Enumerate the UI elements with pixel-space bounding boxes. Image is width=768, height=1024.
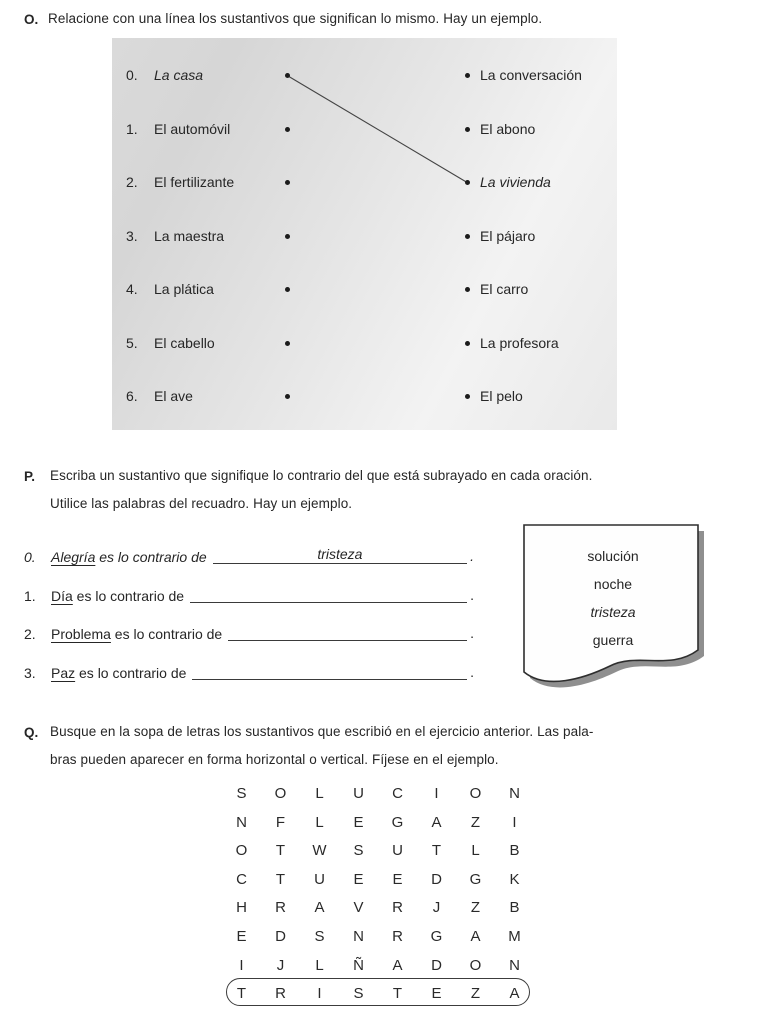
word-box-word: noche: [593, 576, 633, 592]
matching-row: [112, 65, 617, 86]
sentence-period: .: [470, 663, 474, 680]
grid-letter: G: [391, 813, 404, 831]
grid-row: [222, 979, 534, 1008]
matching-right-term: La conversación: [480, 67, 582, 83]
grid-letter: I: [434, 785, 439, 802]
grid-letter: E: [353, 870, 364, 888]
grid-row: [222, 865, 534, 894]
p-item-sentence: [51, 588, 184, 605]
matching-row: [112, 279, 617, 300]
connector-dot-left: [285, 234, 290, 239]
connector-dot-right: [465, 127, 470, 132]
grid-letter: E: [431, 985, 442, 1003]
grid-letter: A: [392, 956, 403, 974]
exercise-p-label: P.: [24, 469, 36, 484]
grid-letter: I: [512, 813, 517, 831]
grid-letter: T: [431, 842, 442, 860]
sentence-period: .: [470, 625, 474, 641]
grid-letter: J: [276, 956, 285, 974]
matching-row: [112, 226, 617, 247]
matching-item-number: 0.: [126, 67, 138, 83]
connector-dot-left: [285, 341, 290, 346]
exercise-p-instruction: [50, 462, 750, 518]
p-item-sentence: [51, 549, 207, 566]
p-item-row: [24, 623, 474, 643]
matching-row: [112, 333, 617, 354]
grid-letter: A: [431, 813, 442, 831]
grid-letter: I: [317, 985, 322, 1003]
grid-row: [222, 808, 534, 837]
grid-letter: G: [430, 928, 443, 945]
grid-letter: Z: [470, 899, 481, 917]
exercise-q-instruction: [50, 718, 750, 774]
grid-letter: B: [509, 899, 520, 917]
grid-letter: N: [353, 928, 364, 945]
grid-letter: S: [353, 842, 364, 860]
matching-row: [112, 172, 617, 193]
sentence-period: .: [470, 586, 474, 603]
grid-letter: A: [470, 928, 481, 945]
grid-letter: H: [236, 899, 247, 917]
word-box-word: tristeza: [590, 604, 636, 620]
grid-letter: D: [431, 956, 442, 974]
grid-letter: L: [315, 956, 324, 974]
grid-letter: L: [471, 842, 480, 860]
word-box: [520, 522, 712, 704]
exercise-o-instruction: Relacione con una línea los sustantivos que significan lo mismo. Hay un ejemplo.: [48, 11, 543, 26]
matching-row: [112, 119, 617, 140]
grid-letter: L: [315, 813, 324, 831]
grid-letter: D: [275, 928, 286, 945]
word-box-word: guerra: [592, 632, 634, 648]
matching-item-number: 4.: [126, 281, 138, 297]
connector-dot-right: [465, 234, 470, 239]
grid-letter: R: [275, 899, 286, 917]
matching-item-number: 5.: [126, 334, 138, 351]
connector-dot-right: [465, 341, 470, 346]
grid-letter: Z: [470, 985, 481, 1003]
matching-item-number: 1.: [126, 120, 138, 137]
grid-letter: A: [314, 899, 325, 917]
grid-letter: U: [353, 785, 364, 802]
matching-left-term: El automóvil: [154, 120, 231, 137]
p-underlined-word: Día: [51, 587, 73, 604]
grid-letter: C: [392, 785, 403, 802]
connector-dot-right: [465, 73, 470, 78]
connector-dot-right: [465, 287, 470, 292]
grid-letter: J: [432, 899, 441, 917]
grid-letter: T: [392, 985, 403, 1003]
exercise-o-label: O.: [24, 12, 39, 27]
p-item-sentence: [51, 626, 222, 643]
connector-dot-right: [465, 394, 470, 399]
grid-row: [222, 779, 534, 808]
grid-letter: Z: [470, 813, 481, 831]
grid-row: [222, 836, 534, 865]
grid-letter: O: [469, 956, 482, 974]
example-answer: tristeza: [317, 546, 363, 562]
grid-letter: I: [239, 956, 244, 974]
p-sentence-rest: es lo contrario de: [110, 626, 223, 642]
exercise-q-instruction-line1: Busque en la sopa de letras los sustantivos que escribió en el ejercicio anterior. Las pala-: [50, 724, 594, 739]
grid-letter: Ñ: [353, 956, 364, 974]
matching-right-term: La vivienda: [480, 174, 551, 190]
grid-letter: G: [469, 870, 482, 888]
fill-in-blank: [228, 624, 467, 641]
grid-letter: D: [431, 870, 442, 888]
grid-letter: E: [236, 928, 247, 945]
connector-dot-left: [285, 394, 290, 399]
fill-in-blank: [190, 586, 467, 603]
grid-letter: R: [392, 899, 403, 917]
matching-item-number: 6.: [126, 388, 138, 404]
grid-letter: R: [392, 928, 403, 945]
p-item-row: [24, 585, 474, 605]
matching-item-number: 3.: [126, 227, 138, 244]
exercise-q-instruction-line2: bras pueden aparecer en forma horizontal o vertical. Fíjese en el ejemplo.: [50, 752, 499, 767]
grid-letter: F: [275, 813, 286, 831]
matching-right-term: El abono: [480, 120, 536, 137]
p-underlined-word: Alegría: [51, 549, 96, 565]
p-item-row: [24, 546, 474, 566]
matching-left-term: La maestra: [154, 227, 225, 244]
grid-letter: C: [236, 870, 247, 888]
p-item-sentence: [51, 665, 186, 682]
p-underlined-word: Paz: [51, 664, 76, 681]
matching-left-term: El cabello: [154, 334, 215, 351]
matching-left-term: La plática: [154, 281, 214, 297]
matching-right-term: El pájaro: [480, 227, 536, 244]
grid-letter: T: [275, 870, 286, 888]
exercise-p-instruction-line1: Escriba un sustantivo que signifique lo contrario del que está subrayado en cada oración.: [50, 468, 593, 483]
connector-dot-left: [285, 180, 290, 185]
grid-letter: W: [312, 842, 327, 860]
grid-letter: U: [314, 870, 325, 888]
grid-row: [222, 922, 534, 951]
p-item-number: 0.: [24, 549, 36, 565]
word-box-word: solución: [587, 548, 639, 564]
grid-letter: N: [236, 813, 247, 831]
grid-letter: V: [353, 899, 364, 917]
grid-letter: S: [353, 985, 364, 1003]
matching-item-number: 2.: [126, 174, 138, 190]
matching-left-term: La casa: [154, 67, 204, 83]
fill-in-blank: [213, 547, 467, 564]
grid-letter: A: [509, 985, 520, 1003]
grid-letter: T: [236, 985, 247, 1003]
grid-letter: S: [314, 928, 325, 945]
p-item-number: 3.: [24, 664, 36, 681]
exercise-q-label: Q.: [24, 725, 39, 740]
p-sentence-rest: es lo contrario de: [95, 549, 207, 565]
grid-letter: E: [392, 870, 403, 888]
matching-row: [112, 386, 617, 407]
matching-panel: [112, 38, 617, 430]
grid-letter: B: [509, 842, 520, 860]
p-sentence-rest: es lo contrario de: [72, 587, 185, 604]
word-search-grid: [222, 779, 534, 1009]
connector-dot-left: [285, 127, 290, 132]
p-underlined-word: Problema: [51, 626, 111, 642]
matching-right-term: El pelo: [480, 388, 523, 404]
matching-left-term: El ave: [154, 388, 193, 404]
p-sentence-rest: es lo contrario de: [75, 664, 187, 681]
fill-in-blank: [192, 663, 467, 680]
matching-left-term: El fertilizante: [154, 174, 235, 190]
grid-letter: O: [469, 785, 482, 802]
sentence-period: .: [470, 548, 474, 564]
grid-letter: M: [508, 928, 521, 945]
grid-letter: O: [235, 842, 248, 860]
exercise-p-instruction-line2: Utilice las palabras del recuadro. Hay un ejemplo.: [50, 496, 353, 511]
grid-letter: E: [353, 813, 364, 831]
grid-letter: U: [392, 842, 403, 860]
p-item-number: 1.: [24, 587, 36, 604]
grid-row: [222, 893, 534, 922]
grid-letter: K: [509, 870, 520, 888]
p-item-row: [24, 662, 474, 682]
connector-dot-left: [285, 73, 290, 78]
p-item-number: 2.: [24, 626, 36, 642]
grid-letter: T: [275, 842, 286, 860]
connector-dot-right: [465, 180, 470, 185]
grid-letter: R: [275, 985, 286, 1003]
grid-letter: O: [274, 785, 287, 802]
grid-letter: N: [509, 785, 520, 802]
word-box-words: [524, 542, 702, 654]
grid-letter: L: [315, 785, 324, 802]
connector-dot-left: [285, 287, 290, 292]
matching-right-term: El carro: [480, 281, 529, 297]
grid-letter: S: [236, 785, 247, 802]
grid-letter: N: [509, 956, 520, 974]
grid-row: [222, 951, 534, 980]
matching-right-term: La profesora: [480, 334, 559, 351]
